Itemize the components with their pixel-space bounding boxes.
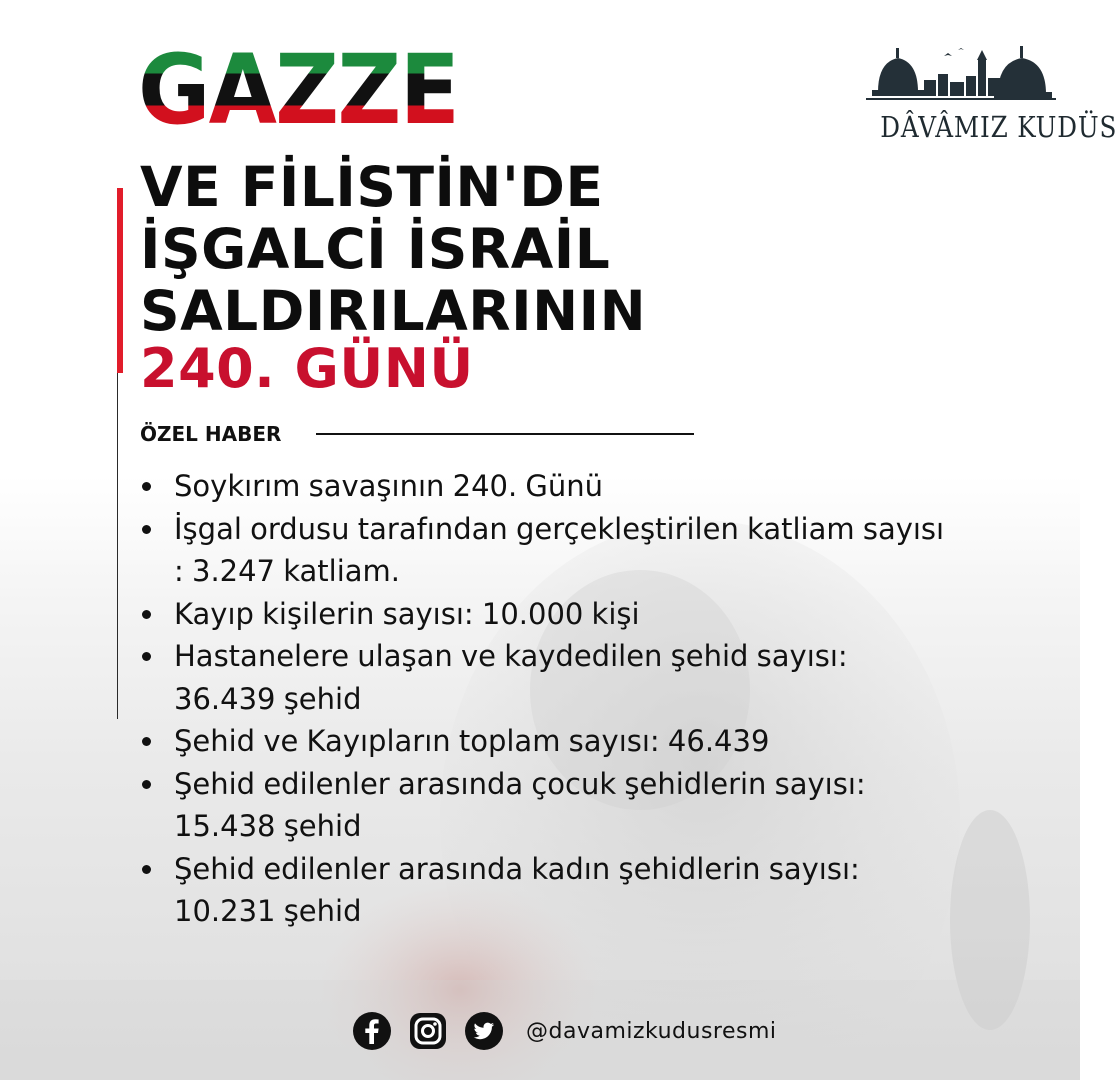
logo	[866, 40, 1117, 152]
accent-line	[117, 373, 118, 719]
fact-item: Kayıp kişilerin sayısı: 10.000 kişi	[138, 593, 948, 636]
fact-item: İşgal ordusu tarafından gerçekleştirilen katliam sayısı : 3.247 katliam.	[138, 508, 948, 593]
section-divider	[316, 433, 694, 435]
accent-bar	[117, 188, 123, 373]
instagram-icon[interactable]	[408, 1011, 448, 1051]
social-bar	[352, 1010, 777, 1052]
title-line: VE FİLİSTİN'DE	[140, 155, 604, 219]
fact-item: Şehid edilenler arasında çocuk şehidlerin sayısı: 15.438 şehid	[138, 763, 948, 848]
fact-item: Şehid ve Kayıpların toplam sayısı: 46.439	[138, 720, 948, 763]
title-gazze: GAZZE	[138, 34, 459, 146]
section-label: ÖZEL HABER	[140, 422, 282, 446]
twitter-icon[interactable]	[464, 1011, 504, 1051]
logo-text: DÂVÂMIZ KUDÜS	[880, 110, 1117, 144]
title-day: 240. GÜNÜ	[140, 337, 474, 400]
title-line: İŞGALCİ İSRAİL	[140, 217, 611, 281]
fact-item: Şehid edilenler arasında kadın şehidlerin sayısı: 10.231 şehid	[138, 848, 948, 933]
jerusalem-skyline-icon	[866, 40, 1056, 104]
fact-item: Soykırım savaşının 240. Günü	[138, 465, 948, 508]
facebook-icon[interactable]	[352, 1011, 392, 1051]
fact-item: Hastanelere ulaşan ve kaydedilen şehid sayısı: 36.439 şehid	[138, 635, 948, 720]
facts-list	[138, 465, 948, 933]
social-handle[interactable]: @davamizkudusresmi	[526, 1018, 777, 1044]
title-line: SALDIRILARININ	[140, 279, 647, 343]
